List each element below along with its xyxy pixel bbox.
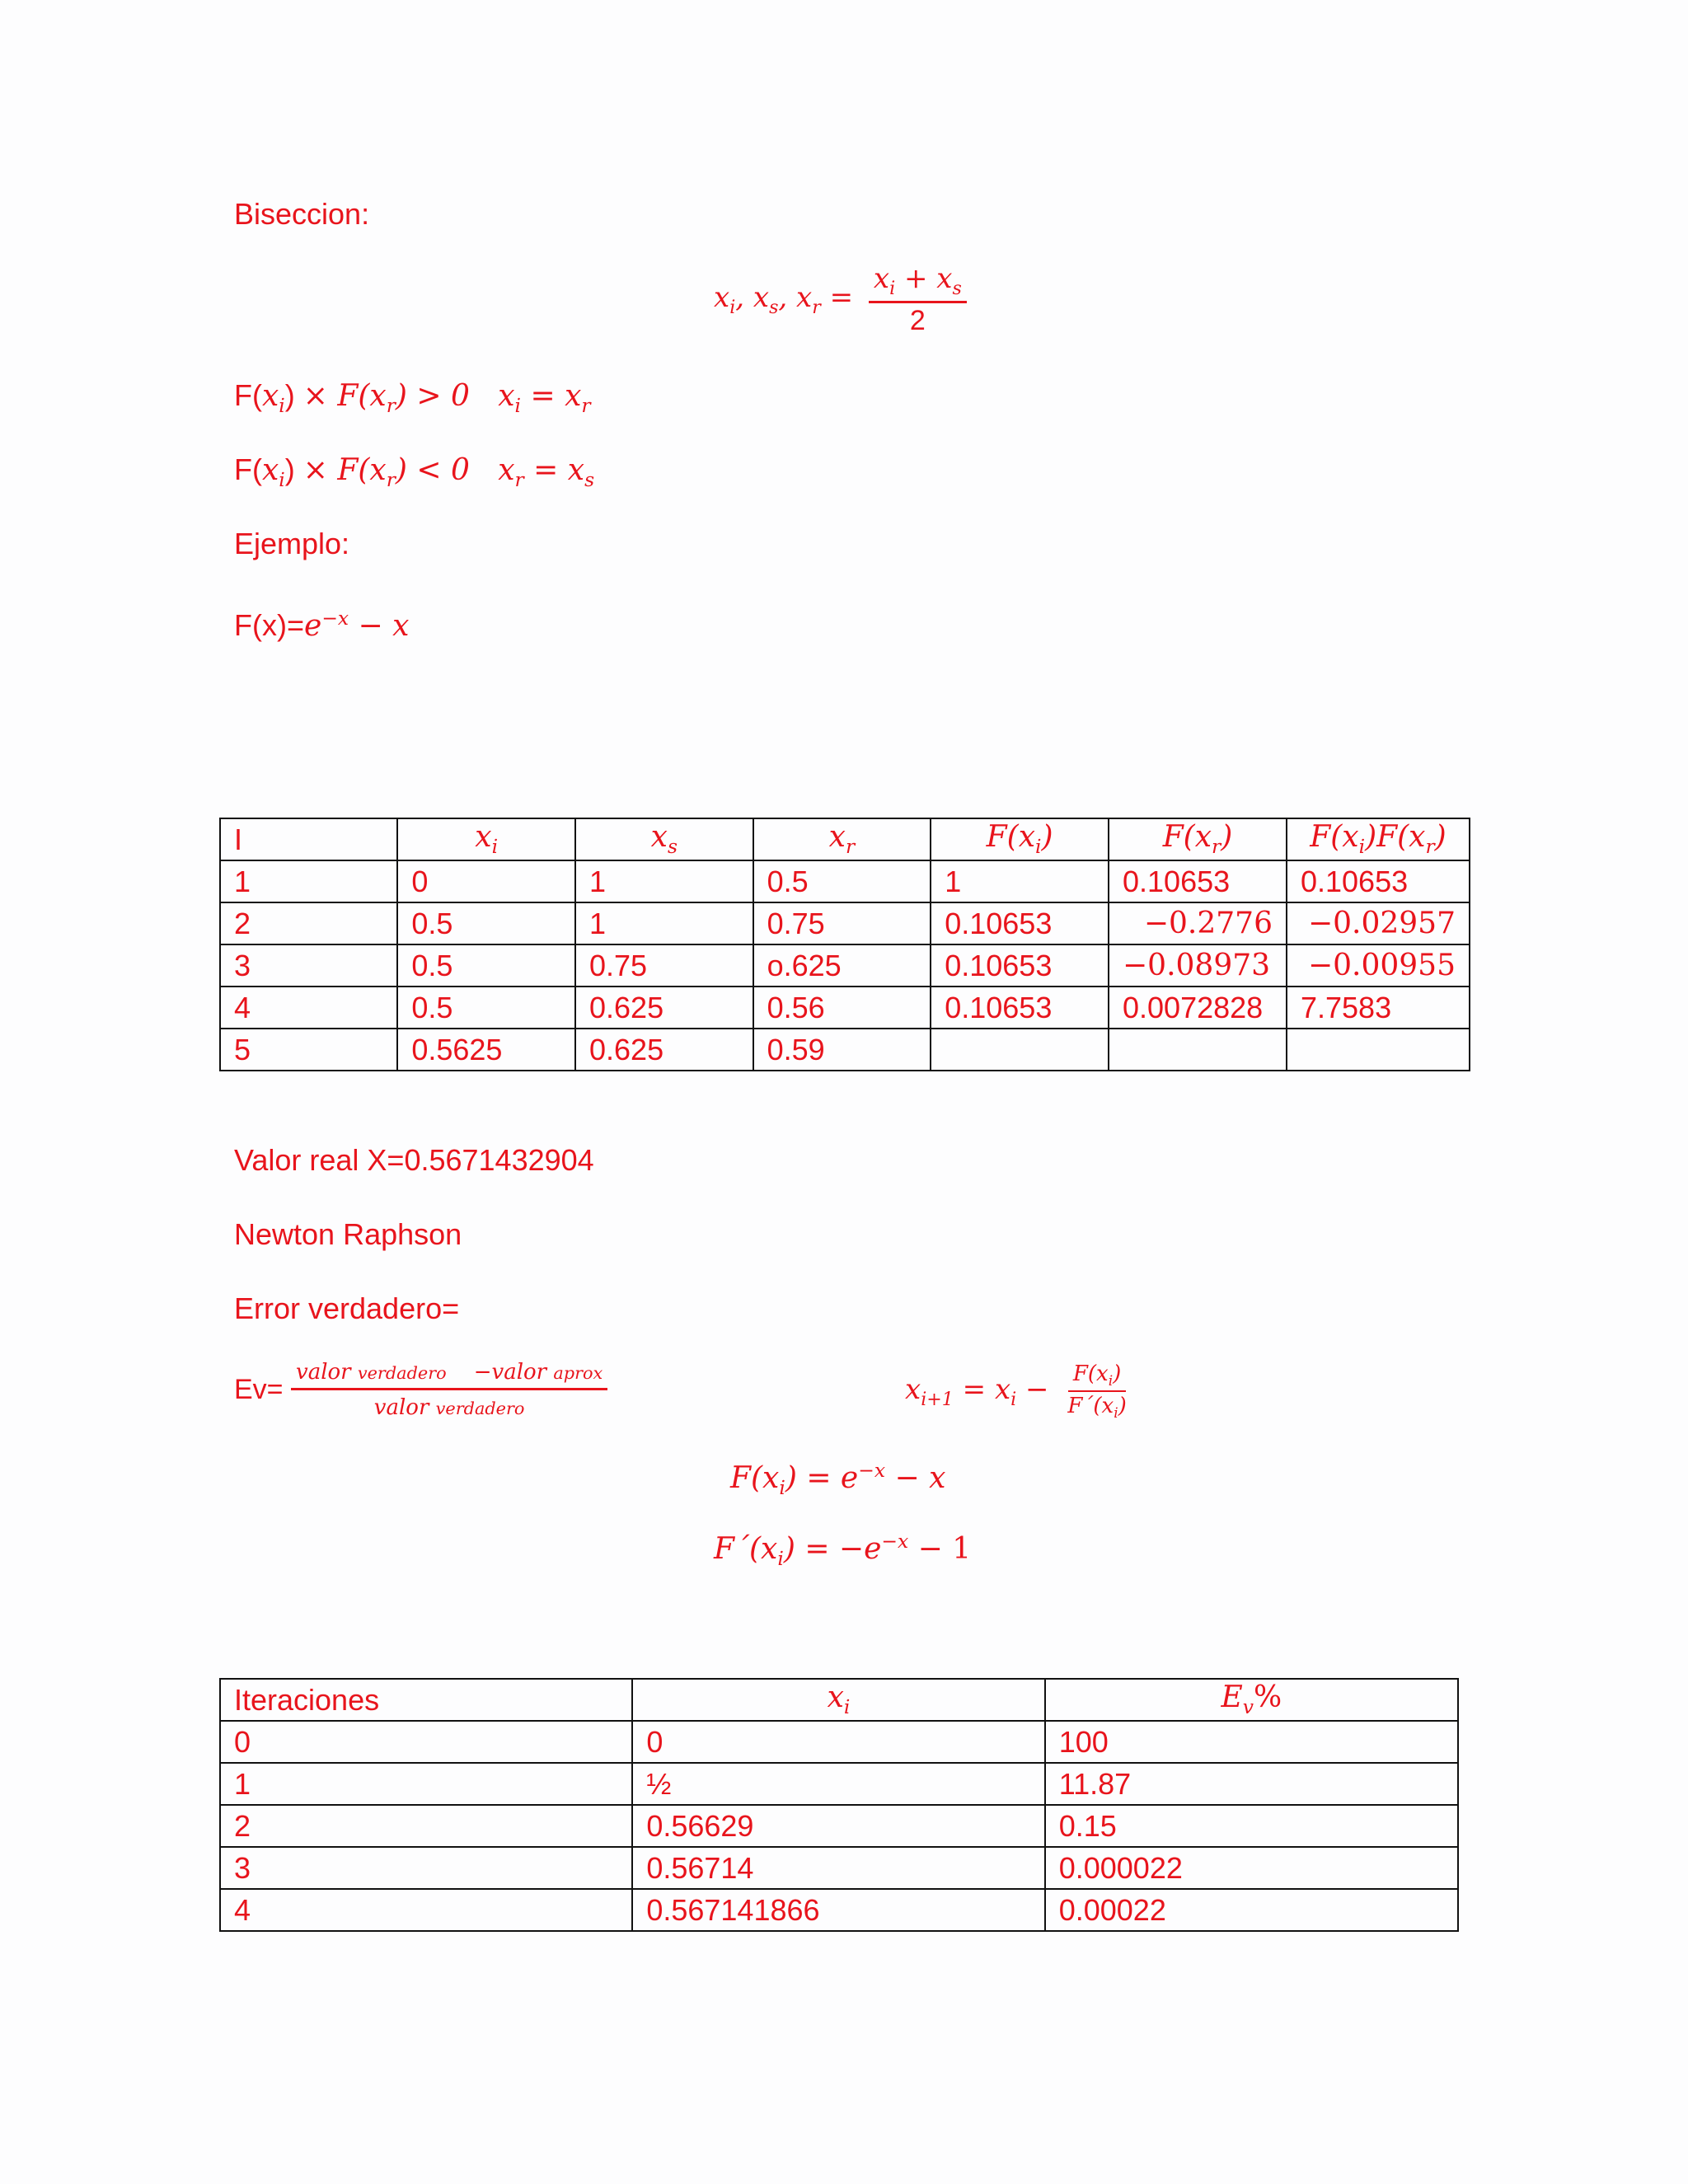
header-cell-xi: $x_i$ <box>397 818 575 860</box>
table-cell: 1 <box>220 860 397 902</box>
ev-numerator-subscript: aprox <box>553 1363 603 1383</box>
header-cell: I <box>220 818 397 860</box>
bisection-table <box>219 818 1470 1071</box>
example-label: Ejemplo: <box>234 527 350 560</box>
table-cell: −0.00955 <box>1287 944 1470 987</box>
header-cell-xi: $x_i$ <box>632 1679 1044 1721</box>
newton-table-header-row <box>220 1679 1458 1721</box>
table-cell: 1 <box>575 860 753 902</box>
table-cell: 0.5 <box>397 944 575 987</box>
table-cell: 2 <box>220 1805 632 1847</box>
newton-table <box>219 1678 1459 1932</box>
newton-iteration-formula: $x_{i+1} = x_i$ − $\frac{F(x_i)}{F´(x_i)}$ <box>905 1361 1127 1422</box>
bisection-rule-less: $F(x_i) \times F(x_r) < 0$ $x_r = x_s$ <box>234 452 595 492</box>
table-cell: 4 <box>220 987 397 1029</box>
table-cell: 0.10653 <box>931 902 1109 944</box>
newton-heading: Newton Raphson <box>234 1217 462 1251</box>
table-cell: 0.625 <box>575 1029 753 1071</box>
ev-numerator-term: valor <box>296 1360 351 1385</box>
table-cell: o.625 <box>753 944 931 987</box>
table-cell: 0.75 <box>575 944 753 987</box>
table-cell: 0.59 <box>753 1029 931 1071</box>
error-label: Error verdadero= <box>234 1291 460 1325</box>
table-cell: 3 <box>220 944 397 987</box>
table-cell: 0 <box>220 1721 632 1763</box>
derivative-definition: $F´(x_i) = -e^{-x} - 1$ <box>714 1530 972 1571</box>
table-cell: 0.625 <box>575 987 753 1029</box>
table-cell <box>931 1029 1109 1071</box>
header-cell-fxi: $F(x_i)$ <box>931 818 1109 860</box>
table-cell: −0.08973 <box>1109 944 1287 987</box>
table-cell: 3 <box>220 1847 632 1889</box>
real-value: Valor real X=0.5671432904 <box>234 1143 594 1177</box>
bisection-heading: Biseccion: <box>234 197 370 231</box>
table-cell: 7.7583 <box>1287 987 1470 1029</box>
table-row <box>220 944 1470 987</box>
header-cell: Iteraciones <box>220 1679 632 1721</box>
bisection-table-header-row <box>220 818 1470 860</box>
table-cell: 0.15 <box>1045 1805 1458 1847</box>
header-cell-fxr: $F(x_r)$ <box>1109 818 1287 860</box>
table-cell: 0.10653 <box>1109 860 1287 902</box>
table-cell: 5 <box>220 1029 397 1071</box>
table-cell: 1 <box>931 860 1109 902</box>
table-cell: 0.5 <box>753 860 931 902</box>
table-cell: 0.5625 <box>397 1029 575 1071</box>
table-row <box>220 1889 1458 1931</box>
table-cell: 0.56 <box>753 987 931 1029</box>
table-cell: 11.87 <box>1045 1763 1458 1805</box>
table-cell: 1 <box>575 902 753 944</box>
header-cell-ev-percent: $E_v\%$ <box>1045 1679 1458 1721</box>
table-cell <box>1287 1029 1470 1071</box>
header-cell-xs: $x_s$ <box>575 818 753 860</box>
ev-denominator-term: valor <box>373 1395 429 1420</box>
table-cell: 2 <box>220 902 397 944</box>
table-cell: 0.10653 <box>931 944 1109 987</box>
table-row <box>220 1763 1458 1805</box>
table-row <box>220 860 1470 902</box>
function-definition: $F(x_i) = e^{-x} - x$ <box>730 1459 946 1500</box>
table-cell: 0.00022 <box>1045 1889 1458 1931</box>
table-cell: 0 <box>397 860 575 902</box>
table-cell: 0.5 <box>397 902 575 944</box>
table-row <box>220 987 1470 1029</box>
table-row <box>220 1847 1458 1889</box>
table-cell: −0.2776 <box>1109 902 1287 944</box>
header-cell-xr: $x_r$ <box>753 818 931 860</box>
table-cell: −0.02957 <box>1287 902 1470 944</box>
table-cell: 0.75 <box>753 902 931 944</box>
ev-numerator-term: −valor <box>473 1360 547 1385</box>
table-cell: 0.0072828 <box>1109 987 1287 1029</box>
ev-prefix: Ev= <box>234 1374 284 1405</box>
table-cell: 0 <box>632 1721 1044 1763</box>
bisection-rule-greater: $F(x_i) \times F(x_r) > 0$ $x_i = x_r$ <box>234 378 591 418</box>
table-row <box>220 902 1470 944</box>
header-cell-product: $F(x_i)F(x_r)$ <box>1287 818 1470 860</box>
table-cell: 0.56629 <box>632 1805 1044 1847</box>
table-cell: 100 <box>1045 1721 1458 1763</box>
bisection-midpoint-formula: $x_i$, $x_s$, $x_r$ = $\frac{x_i + x_s}{2}$ <box>714 262 967 337</box>
example-function: $F(x)=e^{-x} - x$ <box>234 607 410 643</box>
table-cell: 0.10653 <box>931 987 1109 1029</box>
table-cell: 0.56714 <box>632 1847 1044 1889</box>
table-cell: 4 <box>220 1889 632 1931</box>
ev-denominator-subscript: verdadero <box>435 1399 525 1418</box>
table-cell: ½ <box>632 1763 1044 1805</box>
table-cell: 0.5 <box>397 987 575 1029</box>
table-row <box>220 1805 1458 1847</box>
table-cell: 0.10653 <box>1287 860 1470 902</box>
true-error-formula <box>234 1360 607 1420</box>
table-cell: 1 <box>220 1763 632 1805</box>
ev-numerator-subscript: verdadero <box>357 1363 447 1383</box>
table-cell: 0.000022 <box>1045 1847 1458 1889</box>
table-row <box>220 1721 1458 1763</box>
table-row <box>220 1029 1470 1071</box>
table-cell <box>1109 1029 1287 1071</box>
table-cell: 0.567141866 <box>632 1889 1044 1931</box>
